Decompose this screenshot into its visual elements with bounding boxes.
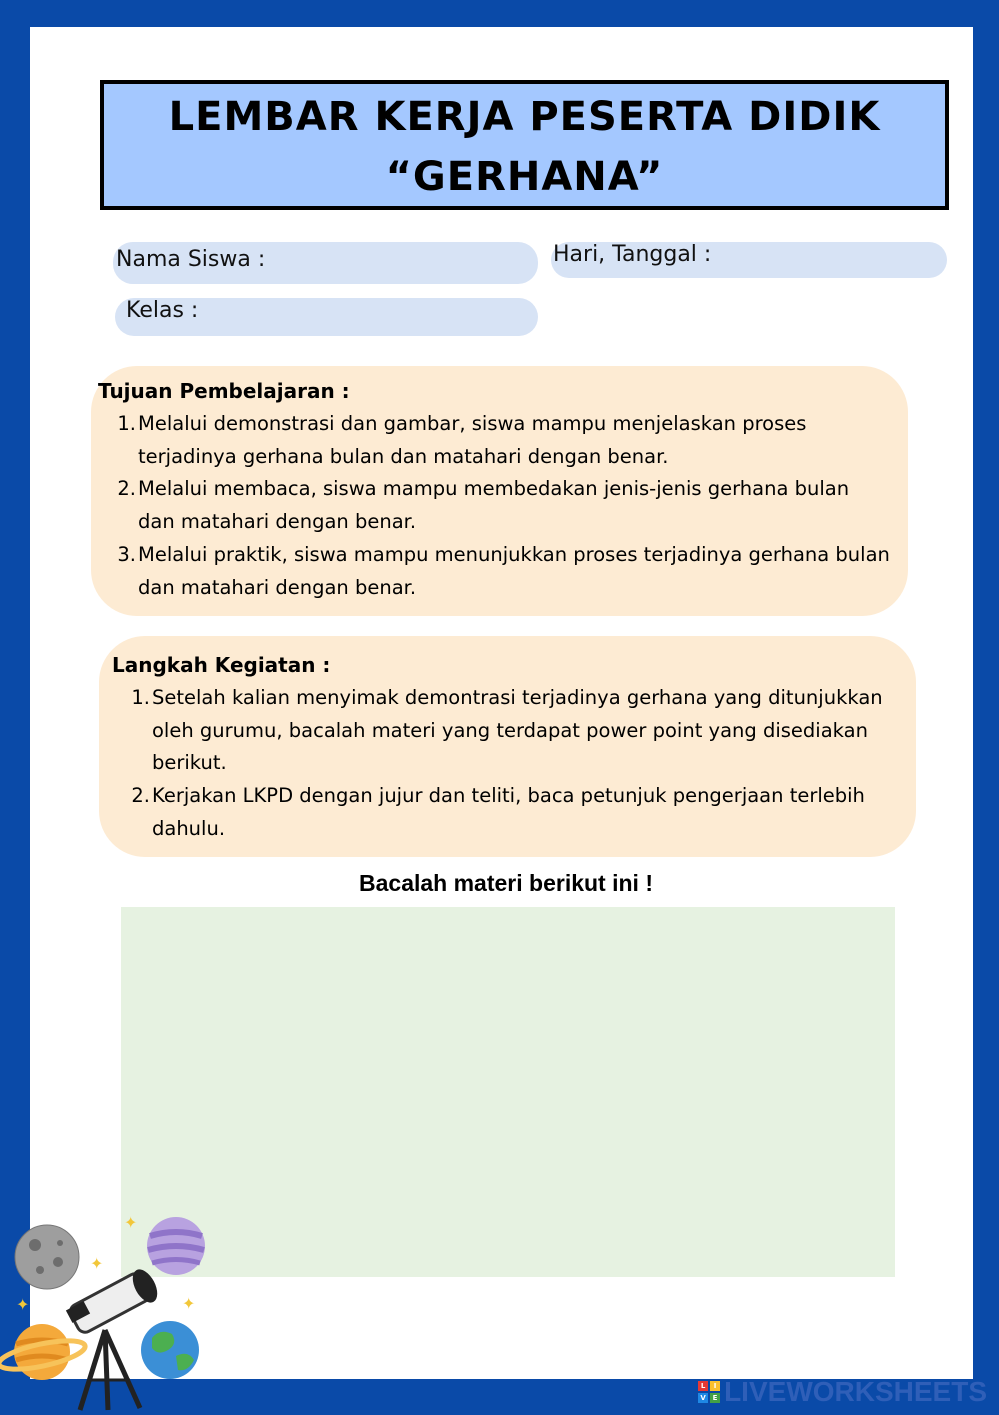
list-number: 3. [117,542,136,566]
list-item-text: dan matahari dengan benar. [138,510,417,534]
list-item-text: dahulu. [152,816,226,840]
list-number: 2. [117,477,136,501]
list-item-text: terjadinya gerhana bulan dan matahari dengan benar. [138,444,669,468]
list-number: 1. [131,686,150,709]
space-illustration [0,1210,240,1415]
hari-tanggal-field[interactable] [551,242,947,278]
list-item-text: Kerjakan LKPD dengan jujur dan teliti, baca petunjuk pengerjaan terlebih [152,784,865,808]
brand-name: LIVEWORKSHEETS [724,1376,987,1407]
list-item-text: dan matahari dengan benar. [138,575,417,599]
list-number: 1. [117,412,136,435]
star-icon: ✦ [124,1213,138,1232]
brand-logo-icon [698,1381,720,1403]
purple-planet-icon [147,1217,205,1275]
nama-siswa-field[interactable] [113,242,538,284]
title-line-2: “GERHANA” [385,154,664,200]
saturn-icon [0,1324,87,1380]
logo-square: I [710,1381,720,1391]
list-item-text: oleh gurumu, bacalah materi yang terdapat power point yang disediakan [152,718,868,742]
kelas-label: Kelas : [126,298,199,323]
title-line-1: LEMBAR KERJA PESERTA DIDIK [168,94,881,140]
logo-square: V [698,1393,708,1403]
tujuan-heading: Tujuan Pembelajaran : [98,379,350,403]
earth-icon [141,1321,199,1379]
list-item-text: Melalui praktik, siswa mampu menunjukkan proses terjadinya gerhana bulan [138,542,890,566]
hari-tanggal-label: Hari, Tanggal : [553,242,712,267]
nama-siswa-label: Nama Siswa : [116,247,266,272]
list-item-text: Melalui membaca, siswa mampu membedakan jenis-jenis gerhana bulan [138,477,850,501]
langkah-heading: Langkah Kegiatan : [112,653,331,677]
list-number: 2. [131,784,150,808]
material-heading: Bacalah materi berikut ini ! [359,870,653,896]
star-icon: ✦ [16,1295,30,1314]
star-icon: ✦ [182,1294,196,1313]
footer-brand[interactable] [698,1378,987,1406]
kelas-field[interactable] [115,298,538,336]
list-item-text: Setelah kalian menyimak demontrasi terjadinya gerhana yang ditunjukkan [152,686,883,709]
moon-icon [15,1225,79,1289]
logo-square: E [710,1393,720,1403]
star-icon: ✦ [90,1254,104,1273]
list-item-text: berikut. [152,751,227,775]
title-banner [100,80,949,210]
logo-square: L [698,1381,708,1391]
list-item-text: Melalui demonstrasi dan gambar, siswa mampu menjelaskan proses [138,412,807,435]
